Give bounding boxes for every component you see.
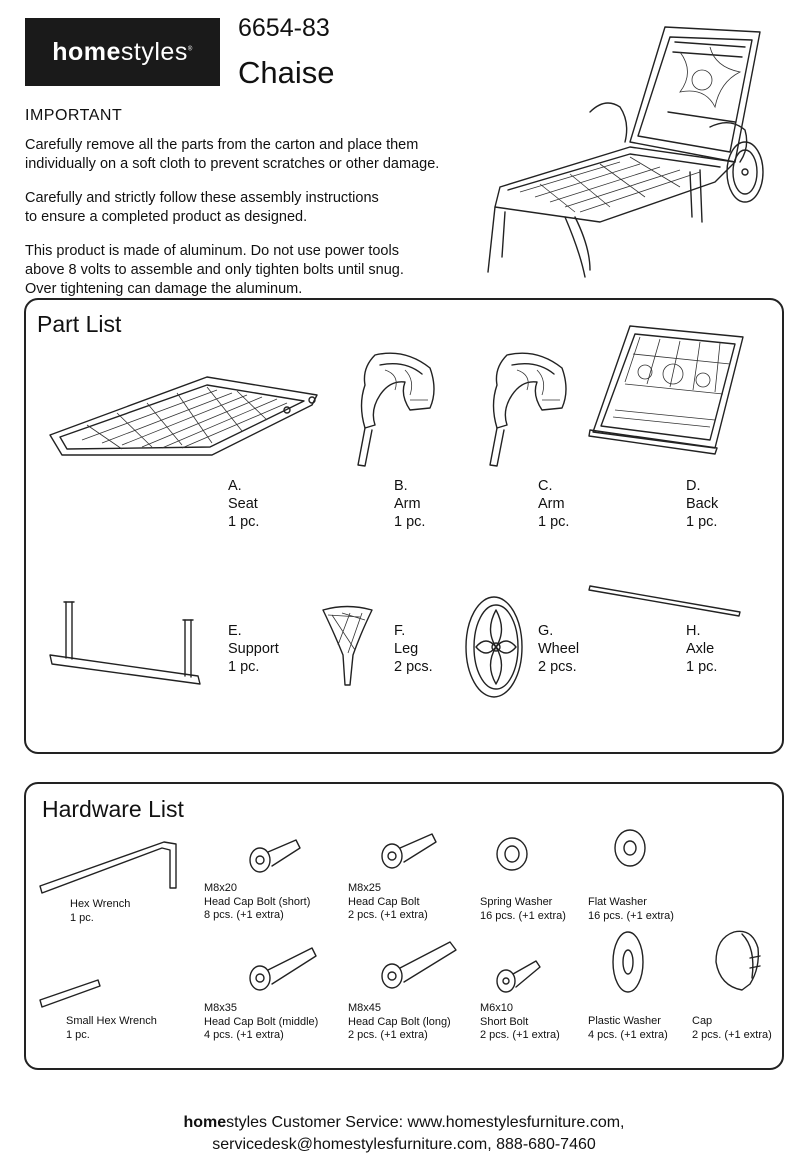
part-list-title: Part List — [37, 311, 122, 337]
hex-wrench-icon — [38, 838, 183, 898]
part-label-b: B. Arm 1 pc. — [394, 478, 426, 530]
important-heading: IMPORTANT — [25, 107, 123, 124]
brand-logo — [25, 18, 220, 86]
part-label-h: H. Axle 1 pc. — [686, 623, 718, 675]
instruction-paragraph-1: Carefully remove all the parts from the carton and place them individually on a soft cloth to prevent scratches or other damage. — [25, 137, 440, 172]
hw-label-m8x25: M8x25 Head Cap Bolt 2 pcs. (+1 extra) — [348, 882, 428, 921]
back-illustration — [585, 322, 750, 452]
part-label-f: F. Leg 2 pcs. — [394, 623, 433, 675]
contact-line: servicedesk@homestylesfurniture.com, 888-680-7460 — [212, 1136, 596, 1153]
hw-label-m8x45: M8x45 Head Cap Bolt (long) 2 pcs. (+1 extra) — [348, 1002, 451, 1041]
hardware-list-title: Hardware List — [42, 796, 184, 822]
plastic-washer-icon — [610, 928, 650, 998]
hw-label-small-hex-wrench: Small Hex Wrench 1 pc. — [66, 1015, 157, 1041]
logo-wordmark: homestyles® — [52, 37, 193, 66]
chaise-illustration — [480, 12, 780, 302]
support-illustration — [48, 598, 208, 688]
seat-illustration — [42, 365, 322, 475]
hw-label-spring-washer: Spring Washer 16 pcs. (+1 extra) — [480, 896, 566, 922]
model-number: 6654-83 — [238, 14, 330, 42]
spring-washer-icon — [494, 834, 534, 874]
part-label-d: D. Back 1 pc. — [686, 478, 719, 530]
bolt-m8x35-icon — [246, 944, 326, 994]
flat-washer-icon — [612, 826, 652, 871]
hw-label-m8x35: M8x35 Head Cap Bolt (middle) 4 pcs. (+1 extra) — [204, 1002, 319, 1041]
hw-label-plastic-washer: Plastic Washer 4 pcs. (+1 extra) — [588, 1015, 668, 1041]
part-label-c: C. Arm 1 pc. — [538, 478, 570, 530]
wheel-illustration — [462, 595, 532, 700]
hw-label-hex-wrench: Hex Wrench 1 pc. — [70, 898, 131, 924]
leg-illustration — [320, 605, 380, 690]
small-hex-wrench-icon — [38, 976, 108, 1008]
instruction-paragraph-2: Carefully and strictly follow these assembly instructions to ensure a completed product as designed. — [25, 190, 379, 225]
part-label-e: E. Support 1 pc. — [228, 623, 279, 675]
hw-label-m8x20: M8x20 Head Cap Bolt (short) 8 pcs. (+1 extra) — [204, 882, 311, 921]
instruction-paragraph-3: This product is made of aluminum. Do not use power tools above 8 volts to assemble and only tighten bolts until snug. Over tightening can damage the aluminum. — [25, 243, 404, 297]
arm-c-illustration — [482, 350, 572, 470]
part-label-g: G. Wheel 2 pcs. — [538, 623, 580, 675]
hw-label-cap: Cap 2 pcs. (+1 extra) — [692, 1015, 772, 1041]
hw-label-m6x10: M6x10 Short Bolt 2 pcs. (+1 extra) — [480, 1002, 560, 1041]
bolt-m6x10-icon — [494, 957, 549, 997]
bolt-m8x25-icon — [378, 830, 448, 870]
cap-icon — [712, 928, 772, 1008]
part-label-a: A. Seat 1 pc. — [228, 478, 260, 530]
axle-illustration — [588, 582, 748, 622]
bolt-m8x45-icon — [378, 938, 468, 993]
product-name: Chaise — [238, 55, 335, 90]
hw-label-flat-washer: Flat Washer 16 pcs. (+1 extra) — [588, 896, 674, 922]
arm-b-illustration — [350, 350, 440, 470]
customer-service-footer: homestyles Customer Service: www.homestylesfurniture.com, servicedesk@homestylesfurniture.com, 888-680-7460 — [0, 1112, 808, 1156]
bolt-m8x20-icon — [246, 834, 306, 874]
